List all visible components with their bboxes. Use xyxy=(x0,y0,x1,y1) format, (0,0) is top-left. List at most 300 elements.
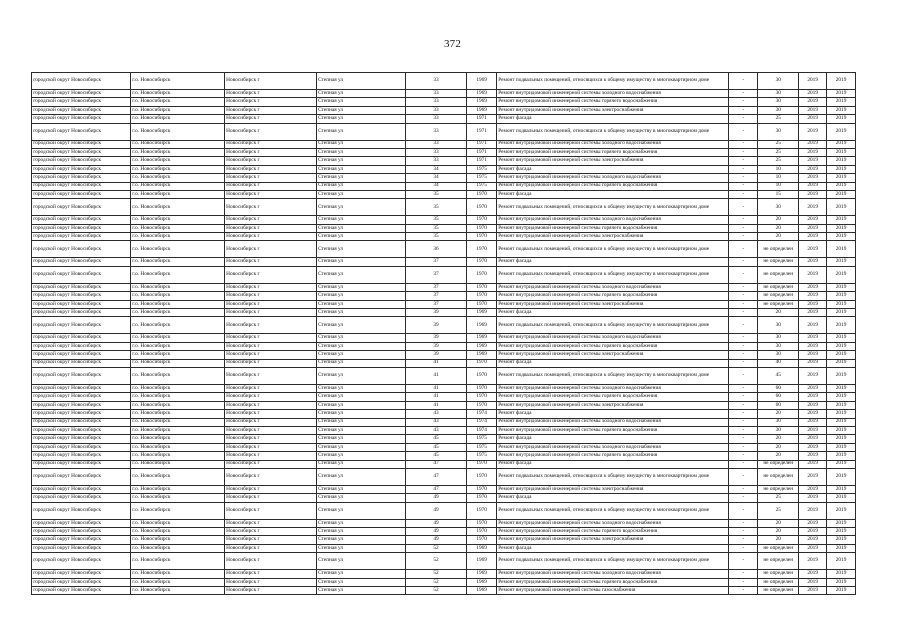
work-type-cell: Ремонт подвальных помещений, относящихся к общему имуществу в многоквартирном доме xyxy=(497,73,729,90)
table-row xyxy=(32,182,856,190)
build-year-cell: 1969 xyxy=(467,570,497,578)
start-year-cell: 2019 xyxy=(799,435,827,443)
table-row xyxy=(32,90,856,98)
end-year-cell: 2019 xyxy=(827,384,856,392)
work-type-cell: Ремонт подвальных помещений, относящихся к общему имуществу в многоквартирном доме xyxy=(497,266,729,283)
street-cell: Степная ул xyxy=(316,165,405,173)
table-row xyxy=(32,309,856,317)
street-cell: Степная ул xyxy=(316,309,405,317)
house-number-cell: 47 xyxy=(405,460,466,468)
settlement-cell: г.о. Новосибирск xyxy=(131,224,225,232)
dash-cell: - xyxy=(729,190,758,198)
street-cell: Степная ул xyxy=(316,216,405,224)
cost-cell: 30 xyxy=(758,317,799,334)
street-cell: Степная ул xyxy=(316,174,405,182)
build-year-cell: 1975 xyxy=(467,174,497,182)
locality-cell: Новосибирск г xyxy=(224,199,316,216)
table-row xyxy=(32,224,856,232)
table-row xyxy=(32,502,856,519)
table-row xyxy=(32,468,856,485)
dash-cell: - xyxy=(729,401,758,409)
dash-cell: - xyxy=(729,468,758,485)
cost-cell: 15 xyxy=(758,190,799,198)
start-year-cell: 2019 xyxy=(799,224,827,232)
build-year-cell: 1970 xyxy=(467,519,497,527)
street-cell: Степная ул xyxy=(316,494,405,502)
work-type-cell: Ремонт фасада xyxy=(497,410,729,418)
street-cell: Степная ул xyxy=(316,443,405,451)
table-row xyxy=(32,174,856,182)
house-number-cell: 52 xyxy=(405,587,466,595)
locality-cell: Новосибирск г xyxy=(224,359,316,367)
cost-cell: 20 xyxy=(758,443,799,451)
cost-cell: 60 xyxy=(758,393,799,401)
street-cell: Степная ул xyxy=(316,157,405,165)
settlement-cell: г.о. Новосибирск xyxy=(131,426,225,434)
dash-cell: - xyxy=(729,460,758,468)
work-type-cell: Ремонт подвальных помещений, относящихся к общему имуществу в многоквартирном доме xyxy=(497,502,729,519)
work-type-cell: Ремонт внутридомовой инженерной системы электроснабжения xyxy=(497,233,729,241)
start-year-cell: 2019 xyxy=(799,494,827,502)
municipality-cell: городской округ Новосибирск xyxy=(32,570,131,578)
municipality-cell: городской округ Новосибирск xyxy=(32,468,131,485)
end-year-cell: 2019 xyxy=(827,359,856,367)
build-year-cell: 1969 xyxy=(467,587,497,595)
end-year-cell: 2019 xyxy=(827,485,856,493)
end-year-cell: 2019 xyxy=(827,174,856,182)
locality-cell: Новосибирск г xyxy=(224,410,316,418)
street-cell: Степная ул xyxy=(316,342,405,350)
house-number-cell: 39 xyxy=(405,309,466,317)
build-year-cell: 1970 xyxy=(467,216,497,224)
street-cell: Степная ул xyxy=(316,283,405,291)
work-type-cell: Ремонт подвальных помещений, относящихся к общему имуществу в многоквартирном доме xyxy=(497,367,729,384)
dash-cell: - xyxy=(729,258,758,266)
start-year-cell: 2019 xyxy=(799,292,827,300)
work-type-cell: Ремонт фасада xyxy=(497,544,729,552)
house-number-cell: 43 xyxy=(405,410,466,418)
build-year-cell: 1971 xyxy=(467,123,497,140)
end-year-cell: 2019 xyxy=(827,502,856,519)
dash-cell: - xyxy=(729,587,758,595)
street-cell: Степная ул xyxy=(316,359,405,367)
municipality-cell: городской округ Новосибирск xyxy=(32,174,131,182)
start-year-cell: 2019 xyxy=(799,140,827,148)
table-row xyxy=(32,519,856,527)
work-type-cell: Ремонт внутридомовой инженерной системы горячего водоснабжения xyxy=(497,452,729,460)
house-number-cell: 33 xyxy=(405,123,466,140)
locality-cell: Новосибирск г xyxy=(224,266,316,283)
work-type-cell: Ремонт внутридомовой инженерной системы горячего водоснабжения xyxy=(497,98,729,106)
dash-cell: - xyxy=(729,174,758,182)
table-row xyxy=(32,553,856,570)
dash-cell: - xyxy=(729,309,758,317)
municipality-cell: городской округ Новосибирск xyxy=(32,157,131,165)
cost-cell: 30 xyxy=(758,334,799,342)
table-row xyxy=(32,115,856,123)
street-cell: Степная ул xyxy=(316,587,405,595)
cost-cell: 40 xyxy=(758,359,799,367)
build-year-cell: 1974 xyxy=(467,418,497,426)
build-year-cell: 1969 xyxy=(467,73,497,90)
street-cell: Степная ул xyxy=(316,553,405,570)
work-type-cell: Ремонт фасада xyxy=(497,258,729,266)
settlement-cell: г.о. Новосибирск xyxy=(131,174,225,182)
dash-cell: - xyxy=(729,452,758,460)
work-type-cell: Ремонт внутридомовой инженерной системы холодного водоснабжения xyxy=(497,334,729,342)
table-row xyxy=(32,334,856,342)
cost-cell: не определен xyxy=(758,544,799,552)
page-number: 372 xyxy=(443,38,462,50)
municipality-cell: городской округ Новосибирск xyxy=(32,300,131,308)
end-year-cell: 2019 xyxy=(827,73,856,90)
work-type-cell: Ремонт внутридомовой инженерной системы холодного водоснабжения xyxy=(497,174,729,182)
settlement-cell: г.о. Новосибирск xyxy=(131,309,225,317)
locality-cell: Новосибирск г xyxy=(224,435,316,443)
municipality-cell: городской округ Новосибирск xyxy=(32,309,131,317)
build-year-cell: 1970 xyxy=(467,528,497,536)
dash-cell: - xyxy=(729,367,758,384)
table-row xyxy=(32,578,856,586)
work-type-cell: Ремонт внутридомовой инженерной системы горячего водоснабжения xyxy=(497,393,729,401)
cost-cell: не определен xyxy=(758,553,799,570)
cost-cell: 20 xyxy=(758,410,799,418)
settlement-cell: г.о. Новосибирск xyxy=(131,115,225,123)
street-cell: Степная ул xyxy=(316,224,405,232)
start-year-cell: 2019 xyxy=(799,410,827,418)
municipality-cell: городской округ Новосибирск xyxy=(32,182,131,190)
build-year-cell: 1975 xyxy=(467,443,497,451)
work-type-cell: Ремонт внутридомовой инженерной системы электроснабжения xyxy=(497,485,729,493)
dash-cell: - xyxy=(729,418,758,426)
cost-cell: не определен xyxy=(758,570,799,578)
start-year-cell: 2019 xyxy=(799,553,827,570)
start-year-cell: 2019 xyxy=(799,182,827,190)
settlement-cell: г.о. Новосибирск xyxy=(131,494,225,502)
build-year-cell: 1969 xyxy=(467,342,497,350)
settlement-cell: г.о. Новосибирск xyxy=(131,502,225,519)
build-year-cell: 1969 xyxy=(467,544,497,552)
build-year-cell: 1969 xyxy=(467,317,497,334)
end-year-cell: 2019 xyxy=(827,494,856,502)
dash-cell: - xyxy=(729,157,758,165)
table-row xyxy=(32,98,856,106)
house-number-cell: 37 xyxy=(405,283,466,291)
settlement-cell: г.о. Новосибирск xyxy=(131,519,225,527)
cost-cell: 25 xyxy=(758,494,799,502)
work-type-cell: Ремонт внутридомовой инженерной системы холодного водоснабжения xyxy=(497,283,729,291)
settlement-cell: г.о. Новосибирск xyxy=(131,190,225,198)
end-year-cell: 2019 xyxy=(827,165,856,173)
end-year-cell: 2019 xyxy=(827,544,856,552)
house-number-cell: 37 xyxy=(405,300,466,308)
cost-cell: не определен xyxy=(758,258,799,266)
dash-cell: - xyxy=(729,283,758,291)
dash-cell: - xyxy=(729,148,758,156)
work-type-cell: Ремонт внутридомовой инженерной системы холодного водоснабжения xyxy=(497,443,729,451)
dash-cell: - xyxy=(729,342,758,350)
locality-cell: Новосибирск г xyxy=(224,460,316,468)
locality-cell: Новосибирск г xyxy=(224,367,316,384)
cost-cell: 10 xyxy=(758,165,799,173)
settlement-cell: г.о. Новосибирск xyxy=(131,73,225,90)
cost-cell: 30 xyxy=(758,342,799,350)
table-row xyxy=(32,536,856,544)
cost-cell: 20 xyxy=(758,435,799,443)
start-year-cell: 2019 xyxy=(799,393,827,401)
locality-cell: Новосибирск г xyxy=(224,502,316,519)
municipality-cell: городской округ Новосибирск xyxy=(32,536,131,544)
start-year-cell: 2019 xyxy=(799,115,827,123)
house-number-cell: 35 xyxy=(405,190,466,198)
cost-cell: 20 xyxy=(758,224,799,232)
work-type-cell: Ремонт внутридомовой инженерной системы горячего водоснабжения xyxy=(497,224,729,232)
start-year-cell: 2019 xyxy=(799,199,827,216)
dash-cell: - xyxy=(729,224,758,232)
end-year-cell: 2019 xyxy=(827,258,856,266)
settlement-cell: г.о. Новосибирск xyxy=(131,148,225,156)
build-year-cell: 1970 xyxy=(467,292,497,300)
cost-cell: 10 xyxy=(758,182,799,190)
build-year-cell: 1969 xyxy=(467,309,497,317)
table-row xyxy=(32,292,856,300)
street-cell: Степная ул xyxy=(316,73,405,90)
dash-cell: - xyxy=(729,115,758,123)
build-year-cell: 1974 xyxy=(467,410,497,418)
build-year-cell: 1971 xyxy=(467,115,497,123)
build-year-cell: 1970 xyxy=(467,300,497,308)
dash-cell: - xyxy=(729,502,758,519)
house-number-cell: 34 xyxy=(405,174,466,182)
municipality-cell: городской округ Новосибирск xyxy=(32,410,131,418)
end-year-cell: 2019 xyxy=(827,468,856,485)
house-number-cell: 49 xyxy=(405,536,466,544)
street-cell: Степная ул xyxy=(316,544,405,552)
table-row xyxy=(32,300,856,308)
work-type-cell: Ремонт фасада xyxy=(497,190,729,198)
table-row xyxy=(32,148,856,156)
dash-cell: - xyxy=(729,528,758,536)
locality-cell: Новосибирск г xyxy=(224,182,316,190)
street-cell: Степная ул xyxy=(316,418,405,426)
settlement-cell: г.о. Новосибирск xyxy=(131,199,225,216)
house-number-cell: 43 xyxy=(405,418,466,426)
locality-cell: Новосибирск г xyxy=(224,570,316,578)
start-year-cell: 2019 xyxy=(799,528,827,536)
cost-cell: 25 xyxy=(758,140,799,148)
start-year-cell: 2019 xyxy=(799,309,827,317)
settlement-cell: г.о. Новосибирск xyxy=(131,106,225,114)
build-year-cell: 1969 xyxy=(467,106,497,114)
settlement-cell: г.о. Новосибирск xyxy=(131,283,225,291)
house-number-cell: 35 xyxy=(405,199,466,216)
end-year-cell: 2019 xyxy=(827,309,856,317)
municipality-cell: городской округ Новосибирск xyxy=(32,401,131,409)
end-year-cell: 2019 xyxy=(827,123,856,140)
municipality-cell: городской округ Новосибирск xyxy=(32,578,131,586)
start-year-cell: 2019 xyxy=(799,300,827,308)
start-year-cell: 2019 xyxy=(799,468,827,485)
start-year-cell: 2019 xyxy=(799,426,827,434)
street-cell: Степная ул xyxy=(316,536,405,544)
settlement-cell: г.о. Новосибирск xyxy=(131,485,225,493)
cost-cell: 25 xyxy=(758,148,799,156)
locality-cell: Новосибирск г xyxy=(224,418,316,426)
house-number-cell: 47 xyxy=(405,485,466,493)
cost-cell: не определен xyxy=(758,300,799,308)
end-year-cell: 2019 xyxy=(827,410,856,418)
dash-cell: - xyxy=(729,106,758,114)
locality-cell: Новосибирск г xyxy=(224,216,316,224)
start-year-cell: 2019 xyxy=(799,174,827,182)
cost-cell: 20 xyxy=(758,309,799,317)
house-number-cell: 35 xyxy=(405,233,466,241)
end-year-cell: 2019 xyxy=(827,587,856,595)
dash-cell: - xyxy=(729,485,758,493)
work-type-cell: Ремонт внутридомовой инженерной системы электроснабжения xyxy=(497,106,729,114)
street-cell: Степная ул xyxy=(316,570,405,578)
cost-cell: не определен xyxy=(758,587,799,595)
locality-cell: Новосибирск г xyxy=(224,553,316,570)
build-year-cell: 1971 xyxy=(467,157,497,165)
locality-cell: Новосибирск г xyxy=(224,452,316,460)
dash-cell: - xyxy=(729,182,758,190)
start-year-cell: 2019 xyxy=(799,578,827,586)
start-year-cell: 2019 xyxy=(799,317,827,334)
cost-cell: 25 xyxy=(758,157,799,165)
street-cell: Степная ул xyxy=(316,485,405,493)
build-year-cell: 1969 xyxy=(467,334,497,342)
start-year-cell: 2019 xyxy=(799,570,827,578)
street-cell: Степная ул xyxy=(316,292,405,300)
municipality-cell: городской округ Новосибирск xyxy=(32,258,131,266)
dash-cell: - xyxy=(729,553,758,570)
build-year-cell: 1969 xyxy=(467,90,497,98)
table-row xyxy=(32,485,856,493)
municipality-cell: городской округ Новосибирск xyxy=(32,452,131,460)
build-year-cell: 1970 xyxy=(467,258,497,266)
start-year-cell: 2019 xyxy=(799,587,827,595)
house-number-cell: 35 xyxy=(405,216,466,224)
start-year-cell: 2019 xyxy=(799,190,827,198)
work-type-cell: Ремонт внутридомовой инженерной системы горячего водоснабжения xyxy=(497,342,729,350)
work-type-cell: Ремонт внутридомовой инженерной системы холодного водоснабжения xyxy=(497,90,729,98)
municipality-cell: городской округ Новосибирск xyxy=(32,115,131,123)
house-number-cell: 41 xyxy=(405,393,466,401)
locality-cell: Новосибирск г xyxy=(224,157,316,165)
end-year-cell: 2019 xyxy=(827,460,856,468)
locality-cell: Новосибирск г xyxy=(224,401,316,409)
work-type-cell: Ремонт фасада xyxy=(497,460,729,468)
work-type-cell: Ремонт внутридомовой инженерной системы холодного водоснабжения xyxy=(497,216,729,224)
end-year-cell: 2019 xyxy=(827,216,856,224)
dash-cell: - xyxy=(729,98,758,106)
house-number-cell: 39 xyxy=(405,342,466,350)
cost-cell: 30 xyxy=(758,106,799,114)
table-row xyxy=(32,233,856,241)
municipality-cell: городской округ Новосибирск xyxy=(32,73,131,90)
table-row xyxy=(32,140,856,148)
cost-cell: 20 xyxy=(758,233,799,241)
work-type-cell: Ремонт внутридомовой инженерной системы холодного водоснабжения xyxy=(497,519,729,527)
locality-cell: Новосибирск г xyxy=(224,233,316,241)
end-year-cell: 2019 xyxy=(827,283,856,291)
settlement-cell: г.о. Новосибирск xyxy=(131,587,225,595)
locality-cell: Новосибирск г xyxy=(224,544,316,552)
table-body xyxy=(32,73,856,595)
build-year-cell: 1970 xyxy=(467,266,497,283)
street-cell: Степная ул xyxy=(316,233,405,241)
settlement-cell: г.о. Новосибирск xyxy=(131,157,225,165)
work-type-cell: Ремонт фасада xyxy=(497,494,729,502)
work-type-cell: Ремонт фасада xyxy=(497,435,729,443)
end-year-cell: 2019 xyxy=(827,578,856,586)
settlement-cell: г.о. Новосибирск xyxy=(131,123,225,140)
house-number-cell: 45 xyxy=(405,435,466,443)
end-year-cell: 2019 xyxy=(827,401,856,409)
house-number-cell: 49 xyxy=(405,494,466,502)
cost-cell: 30 xyxy=(758,351,799,359)
cost-cell: не определен xyxy=(758,460,799,468)
settlement-cell: г.о. Новосибирск xyxy=(131,90,225,98)
table-row xyxy=(32,393,856,401)
house-number-cell: 33 xyxy=(405,140,466,148)
start-year-cell: 2019 xyxy=(799,106,827,114)
start-year-cell: 2019 xyxy=(799,148,827,156)
table-row xyxy=(32,384,856,392)
table-row xyxy=(32,190,856,198)
dash-cell: - xyxy=(729,73,758,90)
work-type-cell: Ремонт внутридомовой инженерной системы горячего водоснабжения xyxy=(497,292,729,300)
start-year-cell: 2019 xyxy=(799,351,827,359)
street-cell: Степная ул xyxy=(316,502,405,519)
build-year-cell: 1970 xyxy=(467,401,497,409)
municipality-cell: городской округ Новосибирск xyxy=(32,418,131,426)
settlement-cell: г.о. Новосибирск xyxy=(131,367,225,384)
street-cell: Степная ул xyxy=(316,460,405,468)
end-year-cell: 2019 xyxy=(827,351,856,359)
end-year-cell: 2019 xyxy=(827,190,856,198)
table-row xyxy=(32,418,856,426)
municipality-cell: городской округ Новосибирск xyxy=(32,123,131,140)
work-type-cell: Ремонт внутридомовой инженерной системы горячего водоснабжения xyxy=(497,528,729,536)
locality-cell: Новосибирск г xyxy=(224,140,316,148)
street-cell: Степная ул xyxy=(316,199,405,216)
settlement-cell: г.о. Новосибирск xyxy=(131,300,225,308)
municipality-cell: городской округ Новосибирск xyxy=(32,241,131,258)
build-year-cell: 1970 xyxy=(467,233,497,241)
build-year-cell: 1974 xyxy=(467,426,497,434)
build-year-cell: 1970 xyxy=(467,502,497,519)
house-number-cell: 33 xyxy=(405,90,466,98)
settlement-cell: г.о. Новосибирск xyxy=(131,98,225,106)
settlement-cell: г.о. Новосибирск xyxy=(131,401,225,409)
locality-cell: Новосибирск г xyxy=(224,283,316,291)
dash-cell: - xyxy=(729,300,758,308)
street-cell: Степная ул xyxy=(316,115,405,123)
street-cell: Степная ул xyxy=(316,300,405,308)
build-year-cell: 1969 xyxy=(467,578,497,586)
cost-cell: не определен xyxy=(758,292,799,300)
settlement-cell: г.о. Новосибирск xyxy=(131,258,225,266)
cost-cell: 30 xyxy=(758,199,799,216)
locality-cell: Новосибирск г xyxy=(224,90,316,98)
table-row xyxy=(32,452,856,460)
settlement-cell: г.о. Новосибирск xyxy=(131,384,225,392)
start-year-cell: 2019 xyxy=(799,502,827,519)
end-year-cell: 2019 xyxy=(827,553,856,570)
settlement-cell: г.о. Новосибирск xyxy=(131,460,225,468)
